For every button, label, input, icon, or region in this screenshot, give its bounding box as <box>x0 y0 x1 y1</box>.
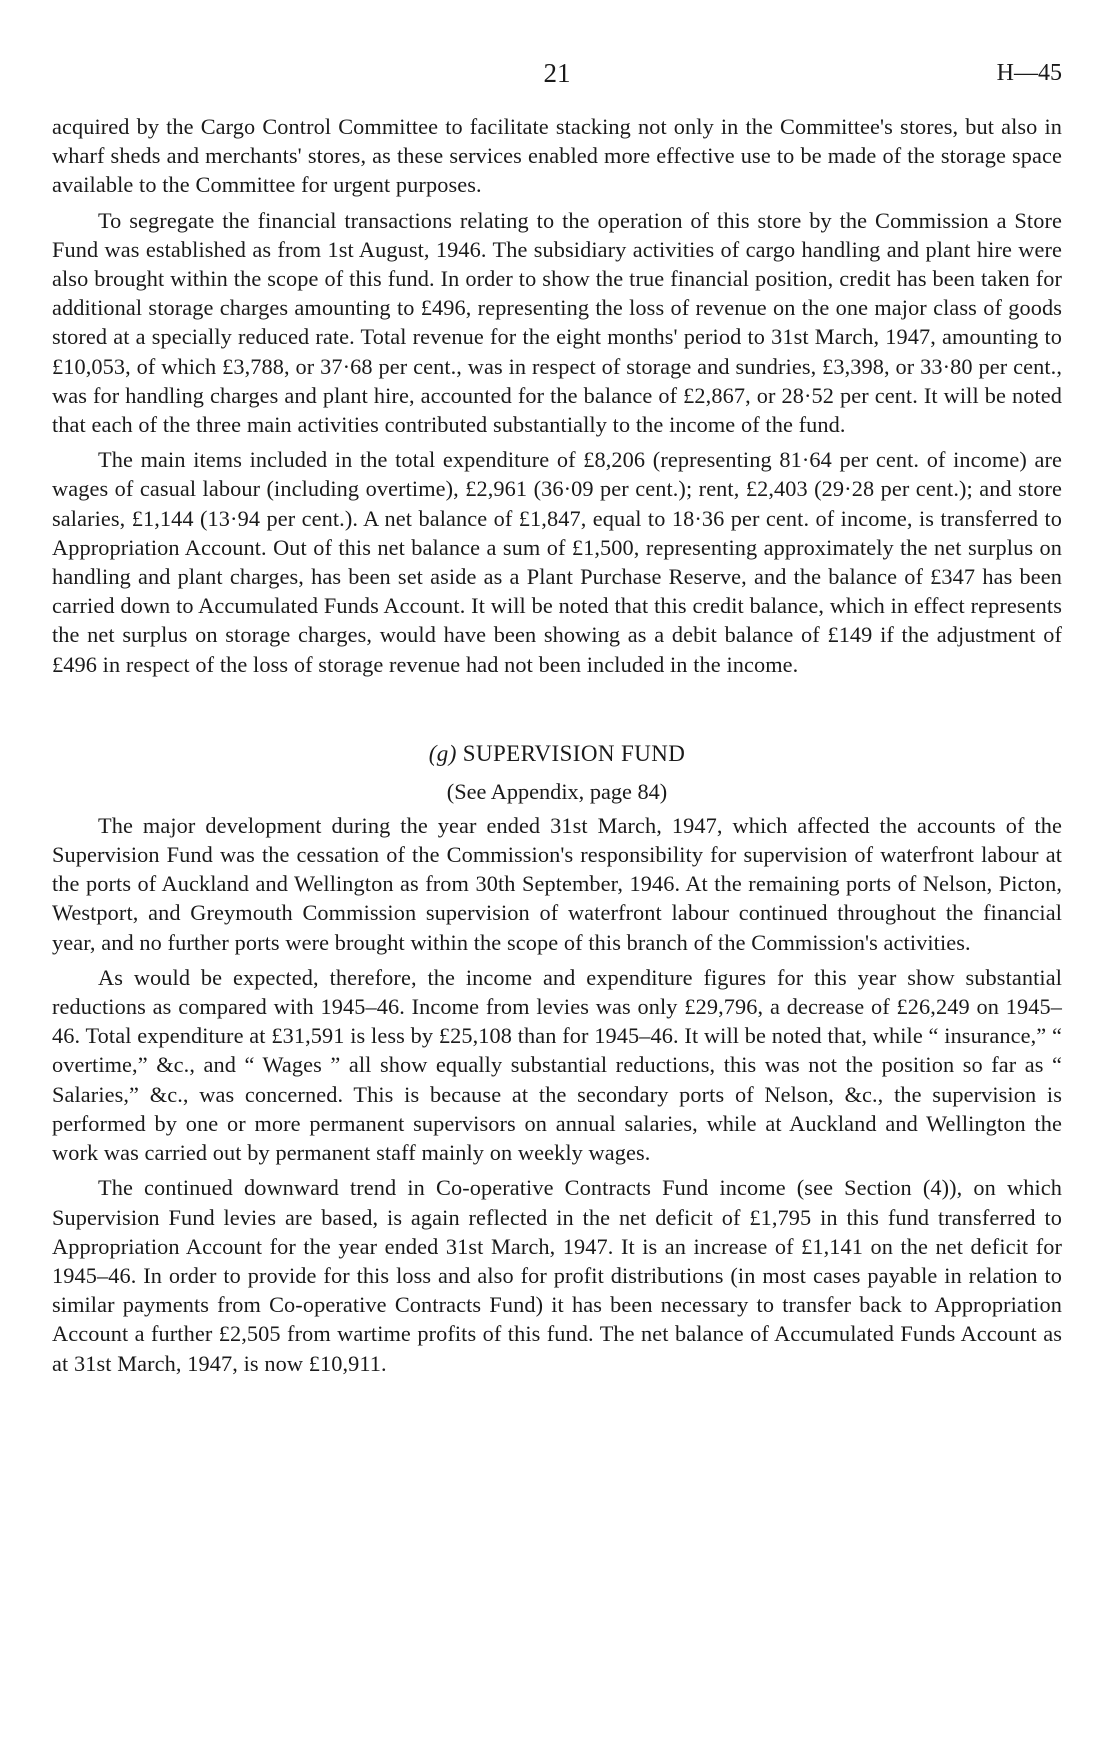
paragraph-major-development: The major development during the year ended 31st March, 1947, which affected the accounts of the Supervision Fund was the cessation of the Commission's responsibility for supervision of waterfront labour at the ports of Auckland and Wellington as from 30th September, 1946. At the remaining ports of Nelson, Picton, Westport, and Greymouth Commission supervision of waterfront labour continued throughout the financial year, and no further ports were brought within the scope of this branch of the Commission's activities. <box>52 812 1062 955</box>
section-subtitle: (See Appendix, page 84) <box>446 778 668 804</box>
section-prefix: (g) <box>428 740 457 766</box>
page-header <box>52 58 1062 98</box>
page-number: 21 <box>543 58 571 88</box>
paragraph-store-fund: To segregate the financial transactions relating to the operation of this store by the Commission a Store Fund was established as from 1st August, 1946. The subsidiary activities of cargo handling and plant hire were also brought within the scope of this fund. In order to show the true financial position, credit has been taken for additional storage charges amounting to £496, representing the loss of revenue on the one major class of goods stored at a specially reduced rate. Total revenue for the eight months' period to 31st March, 1947, amounting to £10,053, of which £3,788, or 37·68 per cent., was in respect of storage and sundries, £3,398, or 33·80 per cent., was for handling charges and plant hire, accounted for the balance of £2,867, or 28·52 per cent. It will be noted that each of the three main activities contributed substantially to the income of the fund. <box>52 207 1062 438</box>
paragraph-income-expenditure: As would be expected, therefore, the income and expenditure figures for this year show substantial reductions as compared with 1945–46. Income from levies was only £29,796, a decrease of £26,249 on 1945–46. Total expenditure at £31,591 is less by £25,108 than for 1945–46. It will be noted that, while “ insurance,” “ overtime,” &c., and “ Wages ” all show equally substantial reductions, this was not the position so far as “ Salaries,” &c., was concerned. This is because at the secondary ports of Nelson, &c., the supervision is performed by one or more permanent supervisors on annual salaries, while at Auckland and Wellington the work was carried out by permanent staff mainly on weekly wages. <box>52 964 1062 1166</box>
document-page <box>52 58 1062 1378</box>
section-title: SUPERVISION FUND <box>462 740 686 766</box>
document-reference: H—45 <box>996 60 1062 86</box>
paragraph-continuation: acquired by the Cargo Control Committee to facilitate stacking not only in the Committee's stores, but also in wharf sheds and merchants' stores, as these services enabled more effective use to be made of the storage space available to the Committee for urgent purposes. <box>52 114 1062 198</box>
section-heading <box>52 741 1062 767</box>
paragraph-downward-trend: The continued downward trend in Co-operative Contracts Fund income (see Section (4)), on which Supervision Fund levies are based, is again reflected in the net deficit of £1,795 in this fund transferred to Appropriation Account for the year ended 31st March, 1947. It is an increase of £1,141 on the net deficit for 1945–46. In order to provide for this loss and also for profit distributions (in most cases payable in relation to similar payments from Co-operative Contracts Fund) it has been necessary to transfer back to Appropriation Account a further £2,505 from wartime profits of this fund. The net balance of Accumulated Funds Account as at 31st March, 1947, is now £10,911. <box>52 1175 1062 1376</box>
paragraph-expenditure: The main items included in the total expenditure of £8,206 (representing 81·64 per cent. of income) are wages of casual labour (including overtime), £2,961 (36·09 per cent.); rent, £2,403 (29·28 per cent.); and store salaries, £1,144 (13·94 per cent.). A net balance of £1,847, equal to 18·36 per cent. of income, is transferred to Appropriation Account. Out of this net balance a sum of £1,500, representing approximately the net surplus on handling and plant charges, has been set aside as a Plant Purchase Reserve, and the balance of £347 has been carried down to Accumulated Funds Account. It will be noted that this credit balance, which in effect represents the net surplus on storage charges, would have been showing as a debit balance of £149 if the adjustment of £496 in respect of the loss of storage revenue had not been included in the income. <box>52 447 1062 677</box>
